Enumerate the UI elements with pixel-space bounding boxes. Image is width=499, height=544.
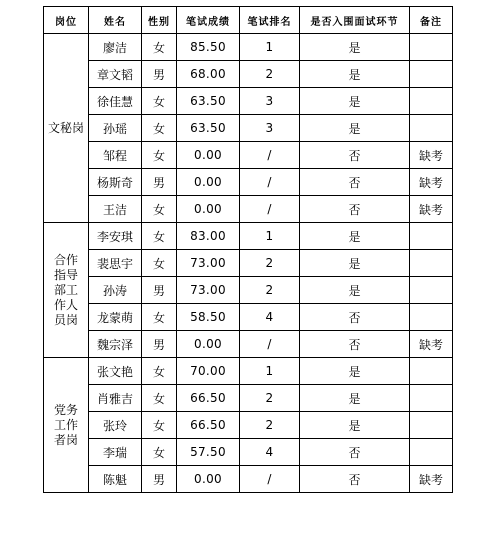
table-row [44,169,453,196]
position-line: 作人 [53,297,78,312]
position-line: 文秘岗 [47,120,84,135]
rank-cell: / [240,466,300,493]
rank-cell: / [240,196,300,223]
rank-cell: 3 [240,115,300,142]
score-cell: 68.00 [177,61,240,88]
position-line: 指导 [53,267,78,282]
sex-cell: 男 [142,169,177,196]
score-cell: 73.00 [177,250,240,277]
note-cell: 缺考 [410,142,453,169]
name-cell: 李安琪 [89,223,142,250]
score-cell: 0.00 [177,466,240,493]
interview-cell: 否 [300,304,410,331]
note-cell [410,439,453,466]
interview-cell: 是 [300,223,410,250]
sex-cell: 女 [142,34,177,61]
name-cell: 章文韬 [89,61,142,88]
score-cell: 83.00 [177,223,240,250]
header-sex: 性别 [142,7,177,34]
note-cell: 缺考 [410,331,453,358]
interview-cell: 是 [300,115,410,142]
sex-cell: 女 [142,142,177,169]
results-table [43,6,453,493]
interview-cell: 是 [300,412,410,439]
position-line: 员岗 [53,312,78,327]
note-cell: 缺考 [410,196,453,223]
rank-cell: 2 [240,61,300,88]
name-cell: 张玲 [89,412,142,439]
interview-cell: 是 [300,358,410,385]
sex-cell: 女 [142,304,177,331]
rank-cell: 4 [240,439,300,466]
sex-cell: 男 [142,466,177,493]
name-cell: 徐佳慧 [89,88,142,115]
name-cell: 杨斯奇 [89,169,142,196]
name-cell: 孙涛 [89,277,142,304]
score-cell: 57.50 [177,439,240,466]
name-cell: 孙瑶 [89,115,142,142]
position-line: 者岗 [53,432,78,447]
score-cell: 66.50 [177,385,240,412]
interview-cell: 是 [300,61,410,88]
rank-cell: 2 [240,277,300,304]
score-cell: 0.00 [177,169,240,196]
position-cell [44,34,89,223]
table-row [44,331,453,358]
score-cell: 0.00 [177,331,240,358]
score-cell: 85.50 [177,34,240,61]
table-row [44,115,453,142]
name-cell: 邹程 [89,142,142,169]
rank-cell: 1 [240,358,300,385]
table-body [44,34,453,493]
name-cell: 龙蒙萌 [89,304,142,331]
note-cell [410,385,453,412]
header-rank: 笔试排名 [240,7,300,34]
rank-cell: / [240,331,300,358]
name-cell: 李瑞 [89,439,142,466]
interview-cell: 是 [300,277,410,304]
name-cell: 王洁 [89,196,142,223]
note-cell [410,88,453,115]
sex-cell: 男 [142,277,177,304]
rank-cell: 2 [240,412,300,439]
header-position: 岗位 [44,7,89,34]
note-cell [410,304,453,331]
table-row [44,277,453,304]
note-cell [410,358,453,385]
table-row [44,412,453,439]
interview-cell: 否 [300,196,410,223]
note-cell [410,34,453,61]
sex-cell: 男 [142,331,177,358]
note-cell [410,412,453,439]
table-row [44,223,453,250]
note-cell [410,250,453,277]
sex-cell: 女 [142,115,177,142]
score-cell: 58.50 [177,304,240,331]
name-cell: 裴思宇 [89,250,142,277]
sex-cell: 女 [142,358,177,385]
note-cell: 缺考 [410,169,453,196]
sex-cell: 女 [142,223,177,250]
sex-cell: 女 [142,196,177,223]
note-cell [410,115,453,142]
interview-cell: 否 [300,142,410,169]
score-cell: 73.00 [177,277,240,304]
rank-cell: 1 [240,34,300,61]
sex-cell: 女 [142,439,177,466]
name-cell: 肖雅吉 [89,385,142,412]
score-cell: 63.50 [177,88,240,115]
position-line: 合作 [53,252,78,267]
interview-cell: 是 [300,385,410,412]
table-row [44,142,453,169]
name-cell: 廖洁 [89,34,142,61]
interview-cell: 否 [300,466,410,493]
score-cell: 70.00 [177,358,240,385]
name-cell: 魏宗泽 [89,331,142,358]
header-score: 笔试成绩 [177,7,240,34]
name-cell: 陈魁 [89,466,142,493]
sex-cell: 女 [142,385,177,412]
sex-cell: 女 [142,250,177,277]
rank-cell: 2 [240,250,300,277]
score-cell: 0.00 [177,142,240,169]
position-line: 党务 [53,402,78,417]
note-cell [410,61,453,88]
score-cell: 63.50 [177,115,240,142]
header-name: 姓名 [89,7,142,34]
table-row [44,34,453,61]
rank-cell: 4 [240,304,300,331]
interview-cell: 是 [300,88,410,115]
table-row [44,196,453,223]
note-cell: 缺考 [410,466,453,493]
sex-cell: 男 [142,61,177,88]
name-cell: 张文艳 [89,358,142,385]
score-cell: 0.00 [177,196,240,223]
table-row [44,61,453,88]
position-cell [44,223,89,358]
table-row [44,385,453,412]
position-line: 部工 [53,282,78,297]
interview-cell: 否 [300,169,410,196]
interview-cell: 是 [300,250,410,277]
rank-cell: 3 [240,88,300,115]
header-interview: 是否入围面试环节 [300,7,410,34]
score-cell: 66.50 [177,412,240,439]
table-row [44,250,453,277]
position-cell [44,358,89,493]
table-row [44,304,453,331]
interview-cell: 是 [300,34,410,61]
header-note: 备注 [410,7,453,34]
position-line: 工作 [53,417,78,432]
header-row [44,7,453,34]
rank-cell: / [240,169,300,196]
table-row [44,88,453,115]
interview-cell: 否 [300,331,410,358]
note-cell [410,277,453,304]
rank-cell: 1 [240,223,300,250]
sex-cell: 女 [142,412,177,439]
table-row [44,466,453,493]
interview-cell: 否 [300,439,410,466]
table-row [44,439,453,466]
rank-cell: / [240,142,300,169]
table-row [44,358,453,385]
rank-cell: 2 [240,385,300,412]
sex-cell: 女 [142,88,177,115]
note-cell [410,223,453,250]
